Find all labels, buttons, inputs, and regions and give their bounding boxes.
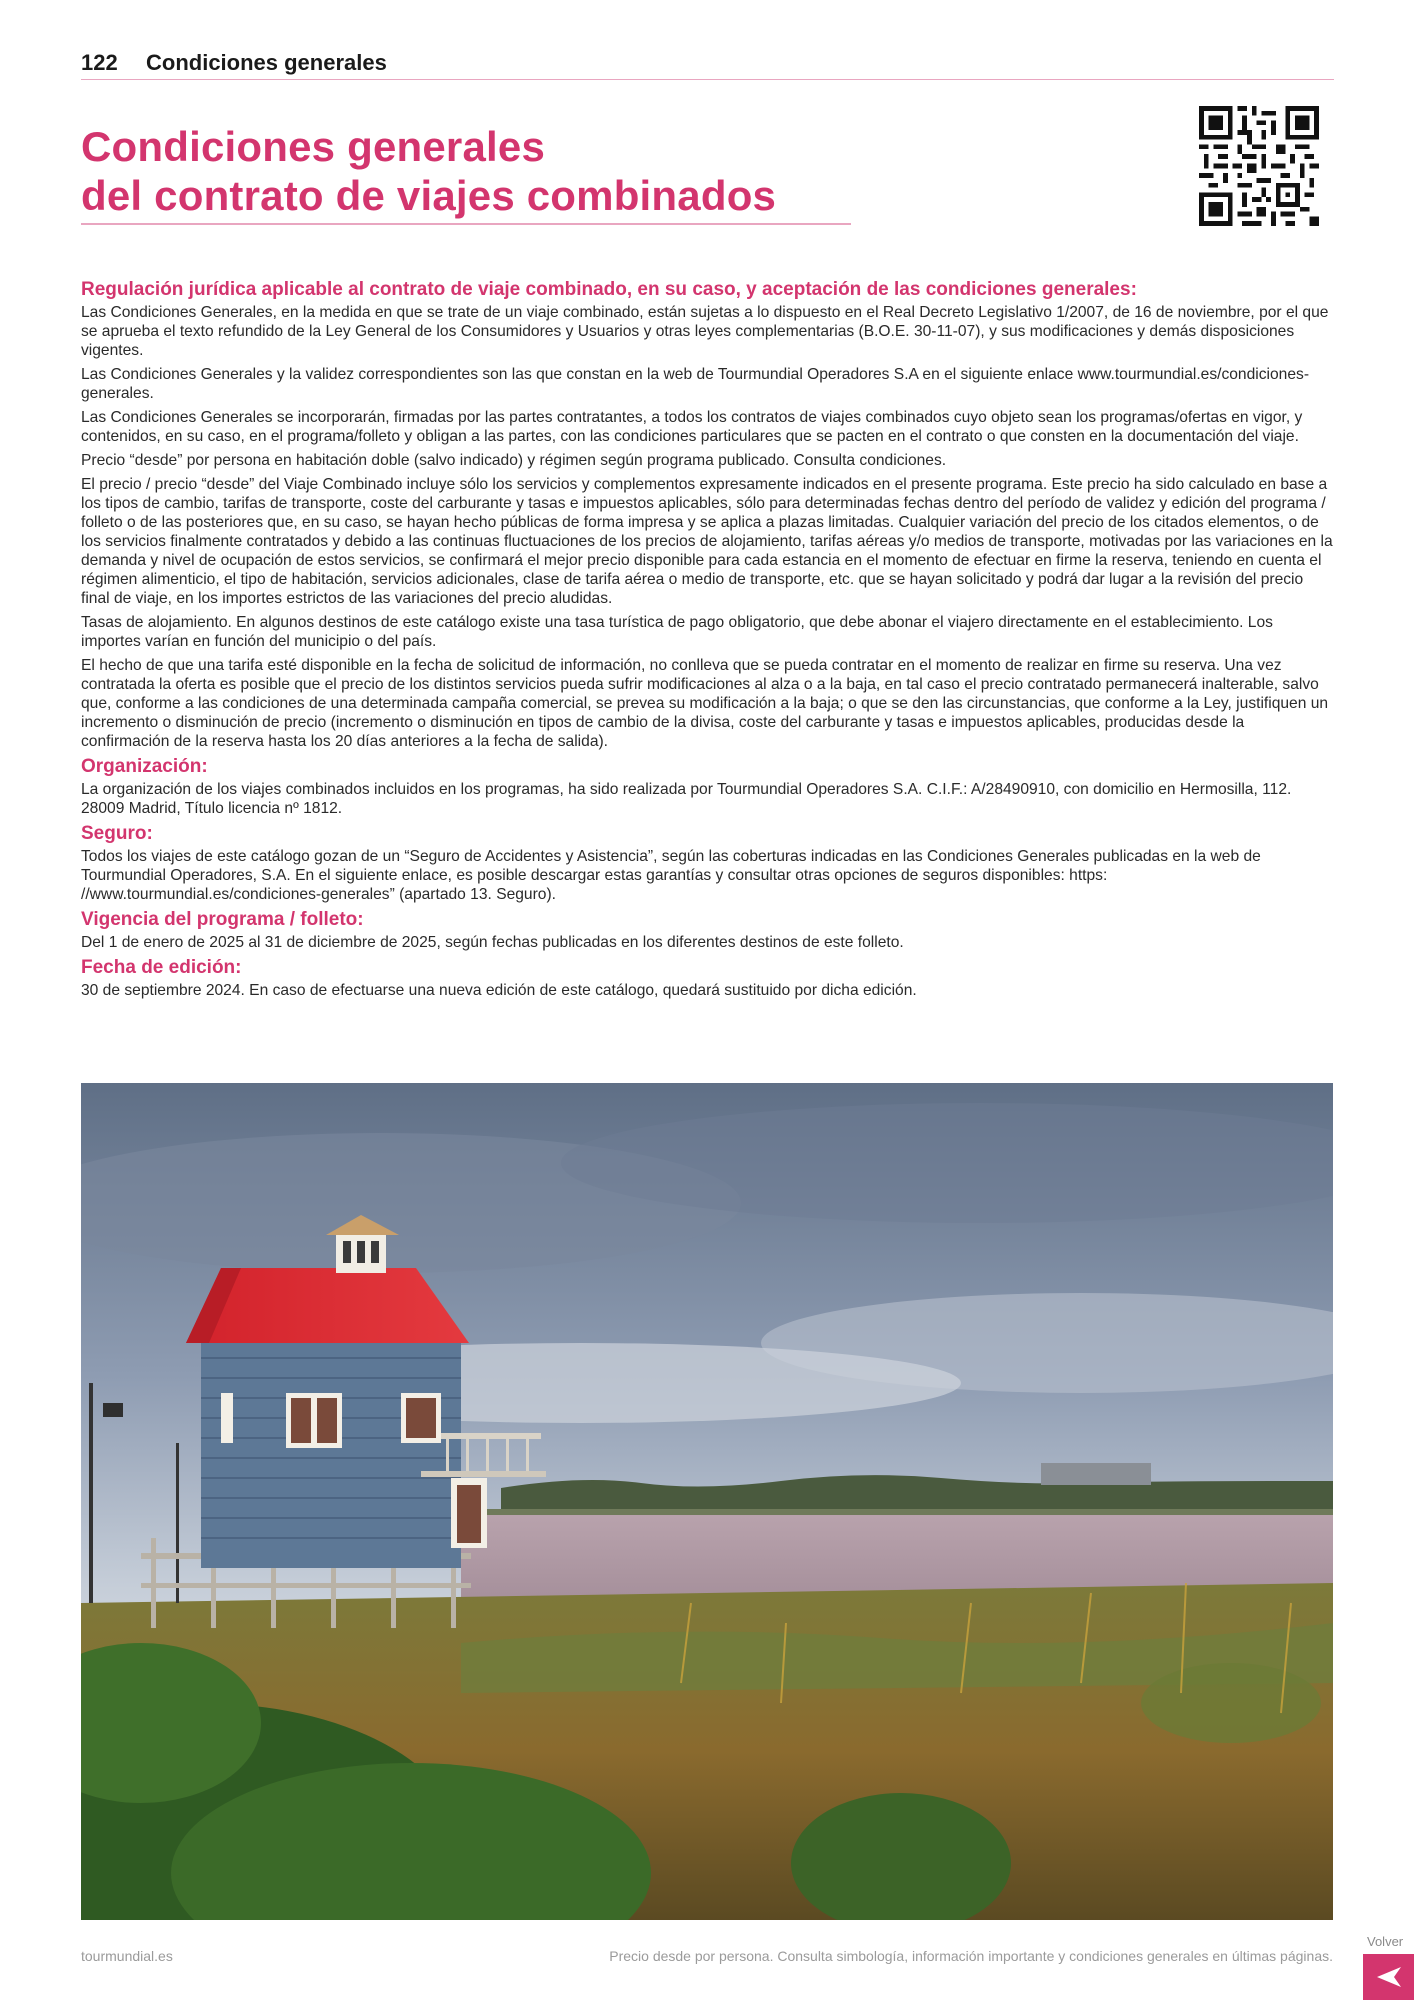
conditions-content <box>81 274 1335 1005</box>
section-organizacion <box>81 756 1335 818</box>
footer-site[interactable]: tourmundial.es <box>81 1948 173 1964</box>
lake-house-photo <box>81 1083 1333 1920</box>
paragraph-organizacion: La organización de los viajes combinados incluidos en los programas, ha sido realizada por Tourmundial Operadores S.A. C.I.F.: A/28490910, con domicilio en Hermosilla, 112. 28009 Madrid, Título licencia nº 1812. <box>81 781 1292 817</box>
page-title-line-2: del contrato de viajes combinados <box>81 172 777 219</box>
footer-note: Precio desde por persona. Consulta simbología, información importante y condiciones generales en últimas páginas. <box>609 1948 1333 1964</box>
section-vigencia <box>81 909 1335 952</box>
back-label[interactable]: Volver <box>1367 1934 1404 1949</box>
page-number: 122 <box>81 50 118 75</box>
page-title-line-1: Condiciones generales <box>81 123 546 170</box>
paragraph-fare-availability: El hecho de que una tarifa esté disponible en la fecha de solicitud de información, no conlleva que se pueda contratar en el momento de realizar en firme su reserva. Una vez contratada la oferta es posible que el precio de los distintos servicios pueda sufrir modificaciones al alza o a la baja, en tal caso el precio contratado permanecerá inalterable, salvo que, conforme a las condiciones de una determinada campaña comercial, se prevea su modificación a la baja; o que se den las circunstancias, que conforme a la Ley, justifiquen un incremento o disminución de precio (incremento o disminución en tipos de cambio de la divisa, coste del carburante y tasas e impuestos aplicables, producidas desde la confirmación de la reserva hasta los 20 días anteriores a la fecha de salida). <box>81 657 1329 750</box>
back-arrow-icon <box>1376 1966 1402 1988</box>
paragraph-validity-link: Las Condiciones Generales y la validez correspondientes son las que constan en la web de Tourmundial Operadores S.A en el siguiente enlace www.tourmundial.es/condiciones-generales. <box>81 366 1310 402</box>
paragraph-incorporation: Las Condiciones Generales se incorporarán, firmadas por las partes contratantes, a todos los contratos de viajes combinados cuyo objeto sean los programas/ofertas en vigor, y contenidos, en su caso, en el programa/folleto y obligan a las partes, con las condiciones particulares que se pacten en el contrato o que consten en la documentación del viaje. <box>81 409 1303 445</box>
section-seguro <box>81 823 1335 904</box>
page-header <box>81 46 1334 80</box>
heading-seguro: Seguro: <box>81 823 153 844</box>
section-regulacion <box>81 279 1335 751</box>
paragraph-legal-basis: Las Condiciones Generales, en la medida en que se trate de un viaje combinado, están sujetas a lo dispuesto en el Real Decreto Legislativo 1/2007, de 16 de noviembre, por el que se aprueba el texto refundido de la Ley General de los Consumidores y Usuarios y otras leyes complementarias (B.O.E. 30-11-07), y sus modificaciones y demás disposiciones vigentes. <box>81 304 1329 359</box>
heading-organizacion: Organización: <box>81 756 208 777</box>
qr-code-icon[interactable] <box>1199 106 1319 226</box>
section-edicion <box>81 957 1335 1000</box>
heading-vigencia: Vigencia del programa / folleto: <box>81 909 364 930</box>
paragraph-price-from: Precio “desde” por persona en habitación doble (salvo indicado) y régimen según programa publicado. Consulta condiciones. <box>81 452 947 469</box>
page-title <box>81 122 851 220</box>
paragraph-vigencia: Del 1 de enero de 2025 al 31 de diciembre de 2025, según fechas publicadas en los diferentes destinos de este folleto. <box>81 934 904 951</box>
paragraph-price-details: El precio / precio “desde” del Viaje Combinado incluye sólo los servicios y complementos expresamente indicados en el presente programa. Este precio ha sido calculado en base a los tipos de cambio, tarifas de transporte, coste del carburante y tasas e impuestos aplicables, sólo para determinadas fechas dentro del período de validez y edición del programa / folleto o de las posteriores que, en su caso, se hayan hecho públicas de forma impresa y se aplica a plazas limitadas. Cualquier variación del precio de los citados elementos, o de los servicios finalmente contratados y debido a las continuas fluctuaciones de los precios de alojamiento, tarifas aéreas y/o medios de transporte, motivadas por las variaciones en la demanda y nivel de ocupación de estos servicios, se confirmará el mejor precio disponible para cada estancia en el momento de efectuar en firme la reserva, teniendo en cuenta el régimen alimenticio, el tipo de habitación, servicios adicionales, clase de tarifa aérea o medio de transporte, etc. que se hayan solicitado y podrá dar lugar a la revisión del precio final de viaje, en los importes estrictos de las variaciones del precio aludidas. <box>81 476 1333 607</box>
paragraph-tourist-tax: Tasas de alojamiento. En algunos destinos de este catálogo existe una tasa turística de pago obligatorio, que debe abonar el viajero directamente en el establecimiento. Los importes varían en función del municipio o del país. <box>81 614 1273 650</box>
back-button[interactable] <box>1363 1954 1414 2000</box>
paragraph-edicion: 30 de septiembre 2024. En caso de efectuarse una nueva edición de este catálogo, quedará sustituido por dicha edición. <box>81 982 917 999</box>
heading-regulacion: Regulación jurídica aplicable al contrato de viaje combinado, en su caso, y aceptación de las condiciones generales: <box>81 279 1137 300</box>
paragraph-seguro: Todos los viajes de este catálogo gozan de un “Seguro de Accidentes y Asistencia”, según las coberturas indicadas en las Condiciones Generales publicadas en la web de Tourmundial Operadores, S.A. En el siguiente enlace, es posible descargar estas garantías y consultar otras opciones de seguros disponibles: https: //www.tourmundial.es/condiciones-generales” (apartado 13. Seguro). <box>81 848 1261 903</box>
heading-edicion: Fecha de edición: <box>81 957 242 978</box>
title-underline <box>81 223 851 225</box>
running-section-title: Condiciones generales <box>146 50 387 75</box>
